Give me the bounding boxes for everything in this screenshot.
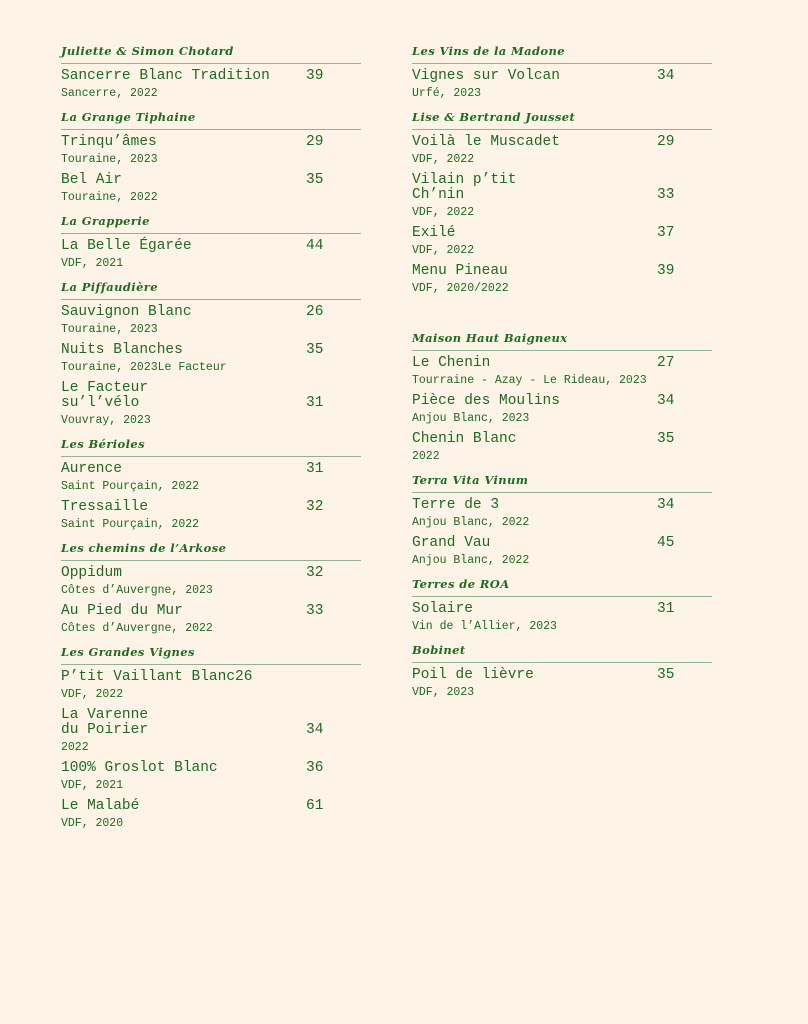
wine-price: 34 [306, 722, 324, 738]
wine-name: Vignes sur Volcan [412, 68, 560, 84]
wine-row [61, 566, 361, 581]
wine-name: La Varenne du Poirier [61, 707, 149, 738]
wine-name: Vilain p’tit Ch’nin [412, 172, 517, 203]
wine-name: Grand Vau [412, 535, 491, 551]
wine-name: Exilé [412, 225, 456, 241]
wine-price: 31 [306, 395, 324, 411]
producer-section [412, 643, 712, 700]
wine-price: 35 [657, 431, 675, 447]
wine-name: Au Pied du Mur [61, 603, 183, 619]
wine-price: 35 [306, 342, 324, 358]
wine-row [61, 343, 361, 358]
wine-name: Le Facteur su’l’vélo [61, 380, 149, 411]
wine-price: 36 [306, 760, 324, 776]
wine-origin: VDF, 2021 [61, 257, 124, 270]
wine-origin: Anjou Blanc, 2022 [412, 554, 530, 567]
wine-row [412, 498, 712, 513]
producer-name: Terres de ROA [412, 577, 712, 597]
wine-price: 34 [657, 393, 675, 409]
wine-name: Le Malabé [61, 798, 140, 814]
wine-row [412, 394, 712, 409]
wine-name: Trinqu’âmes [61, 134, 157, 150]
producer-name: La Piffaudière [61, 280, 361, 300]
producer-name: Les chemins de l’Arkose [61, 541, 361, 561]
wine-price: 39 [657, 263, 675, 279]
wine-row [412, 432, 712, 447]
wine-row [61, 305, 361, 320]
wine-origin: Touraine, 2023Le Facteur [61, 361, 227, 374]
wine-price: 26 [306, 304, 324, 320]
wine-price: 31 [657, 601, 675, 617]
producer-section [61, 280, 361, 428]
wine-row [412, 135, 712, 150]
wine-price: 35 [306, 172, 324, 188]
producer-section [412, 473, 712, 568]
producer-section [412, 577, 712, 634]
producer-section [61, 541, 361, 636]
wine-row [412, 264, 712, 279]
wine-name: Pièce des Moulins [412, 393, 560, 409]
wine-row [412, 602, 712, 617]
wine-price: 44 [306, 238, 324, 254]
producer-name: Les Bérioles [61, 437, 361, 457]
wine-row [61, 381, 361, 411]
wine-price: 32 [306, 499, 324, 515]
wine-name: La Belle Égarée [61, 238, 192, 254]
producer-name: Juliette & Simon Chotard [61, 44, 361, 64]
wine-price: 34 [657, 68, 675, 84]
wine-row [412, 668, 712, 683]
wine-origin: Anjou Blanc, 2023 [412, 412, 530, 425]
wine-name: Nuits Blanches [61, 342, 183, 358]
wine-row [61, 69, 361, 84]
wine-row [61, 239, 361, 254]
wine-origin: Touraine, 2022 [61, 191, 158, 204]
wine-origin: Vin de l’Allier, 2023 [412, 620, 557, 633]
wine-origin: Touraine, 2023 [61, 323, 158, 336]
wine-name: Menu Pineau [412, 263, 508, 279]
producer-name: Maison Haut Baigneux [412, 331, 712, 351]
producer-section [61, 44, 361, 101]
wine-origin: VDF, 2020 [61, 817, 124, 830]
wine-price: 35 [657, 667, 675, 683]
wine-origin: Anjou Blanc, 2022 [412, 516, 530, 529]
wine-origin: Côtes d’Auvergne, 2023 [61, 584, 213, 597]
wine-row [61, 604, 361, 619]
producer-name: La Grange Tiphaine [61, 110, 361, 130]
producer-section [61, 437, 361, 532]
producer-section [61, 214, 361, 271]
producer-section [61, 645, 361, 831]
wine-price: 39 [306, 68, 324, 84]
wine-origin: Saint Pourçain, 2022 [61, 480, 200, 493]
wine-price: 31 [306, 461, 324, 477]
wine-price: 33 [657, 187, 675, 203]
producer-section [412, 331, 712, 464]
wine-name: Poil de lièvre [412, 667, 534, 683]
wine-origin: Urfé, 2023 [412, 87, 482, 100]
wine-row [61, 670, 361, 685]
wine-origin: VDF, 2022 [61, 688, 124, 701]
wine-origin: Côtes d’Auvergne, 2022 [61, 622, 213, 635]
wine-row [61, 761, 361, 776]
producer-name: La Grapperie [61, 214, 361, 234]
producer-section [61, 110, 361, 205]
wine-origin: Sancerre, 2022 [61, 87, 158, 100]
wine-price: 37 [657, 225, 675, 241]
wine-price: 29 [306, 134, 324, 150]
wine-origin: VDF, 2022 [412, 153, 475, 166]
wine-origin: 2022 [412, 450, 440, 463]
producer-section [412, 44, 712, 101]
wine-price: 33 [306, 603, 324, 619]
wine-price: 27 [657, 355, 675, 371]
wine-name: Chenin Blanc [412, 431, 517, 447]
wine-price: 29 [657, 134, 675, 150]
right-column [412, 44, 712, 709]
wine-row [61, 462, 361, 477]
wine-price: 45 [657, 535, 675, 551]
wine-name: 100% Groslot Blanc [61, 760, 218, 776]
wine-name: Solaire [412, 601, 473, 617]
wine-origin: VDF, 2023 [412, 686, 475, 699]
producer-name: Les Vins de la Madone [412, 44, 712, 64]
wine-name: Le Chenin [412, 355, 491, 371]
wine-origin: Vouvray, 2023 [61, 414, 151, 427]
wine-origin: Saint Pourçain, 2022 [61, 518, 200, 531]
wine-row [412, 356, 712, 371]
wine-origin: VDF, 2020/2022 [412, 282, 509, 295]
wine-row [412, 536, 712, 551]
wine-row [61, 500, 361, 515]
wine-name: Aurence [61, 461, 122, 477]
wine-row [61, 708, 361, 738]
wine-row [61, 173, 361, 188]
producer-name: Terra Vita Vinum [412, 473, 712, 493]
left-column [61, 44, 361, 840]
wine-origin: VDF, 2021 [61, 779, 124, 792]
wine-name: Oppidum [61, 565, 122, 581]
wine-origin: Tourraine - Azay - Le Rideau, 2023 [412, 374, 647, 387]
wine-name: Voilà le Muscadet [412, 134, 560, 150]
wine-price: 61 [306, 798, 324, 814]
wine-name: Sauvignon Blanc [61, 304, 192, 320]
wine-name: Tressaille [61, 499, 149, 515]
wine-row [61, 135, 361, 150]
wine-row [61, 799, 361, 814]
producer-name: Les Grandes Vignes [61, 645, 361, 665]
wine-row [412, 69, 712, 84]
wine-origin: VDF, 2022 [412, 244, 475, 257]
wine-name: Terre de 3 [412, 497, 500, 513]
wine-price: 34 [657, 497, 675, 513]
wine-origin: 2022 [61, 741, 89, 754]
producer-name: Bobinet [412, 643, 712, 663]
wine-price: 32 [306, 565, 324, 581]
producer-name: Lise & Bertrand Jousset [412, 110, 712, 130]
wine-row [412, 173, 712, 203]
wine-origin: VDF, 2022 [412, 206, 475, 219]
wine-origin: Touraine, 2023 [61, 153, 158, 166]
wine-name: Bel Air [61, 172, 122, 188]
wine-name: Sancerre Blanc Tradition [61, 68, 270, 84]
wine-name: P’tit Vaillant Blanc26 [61, 669, 253, 685]
wine-row [412, 226, 712, 241]
producer-section [412, 110, 712, 296]
